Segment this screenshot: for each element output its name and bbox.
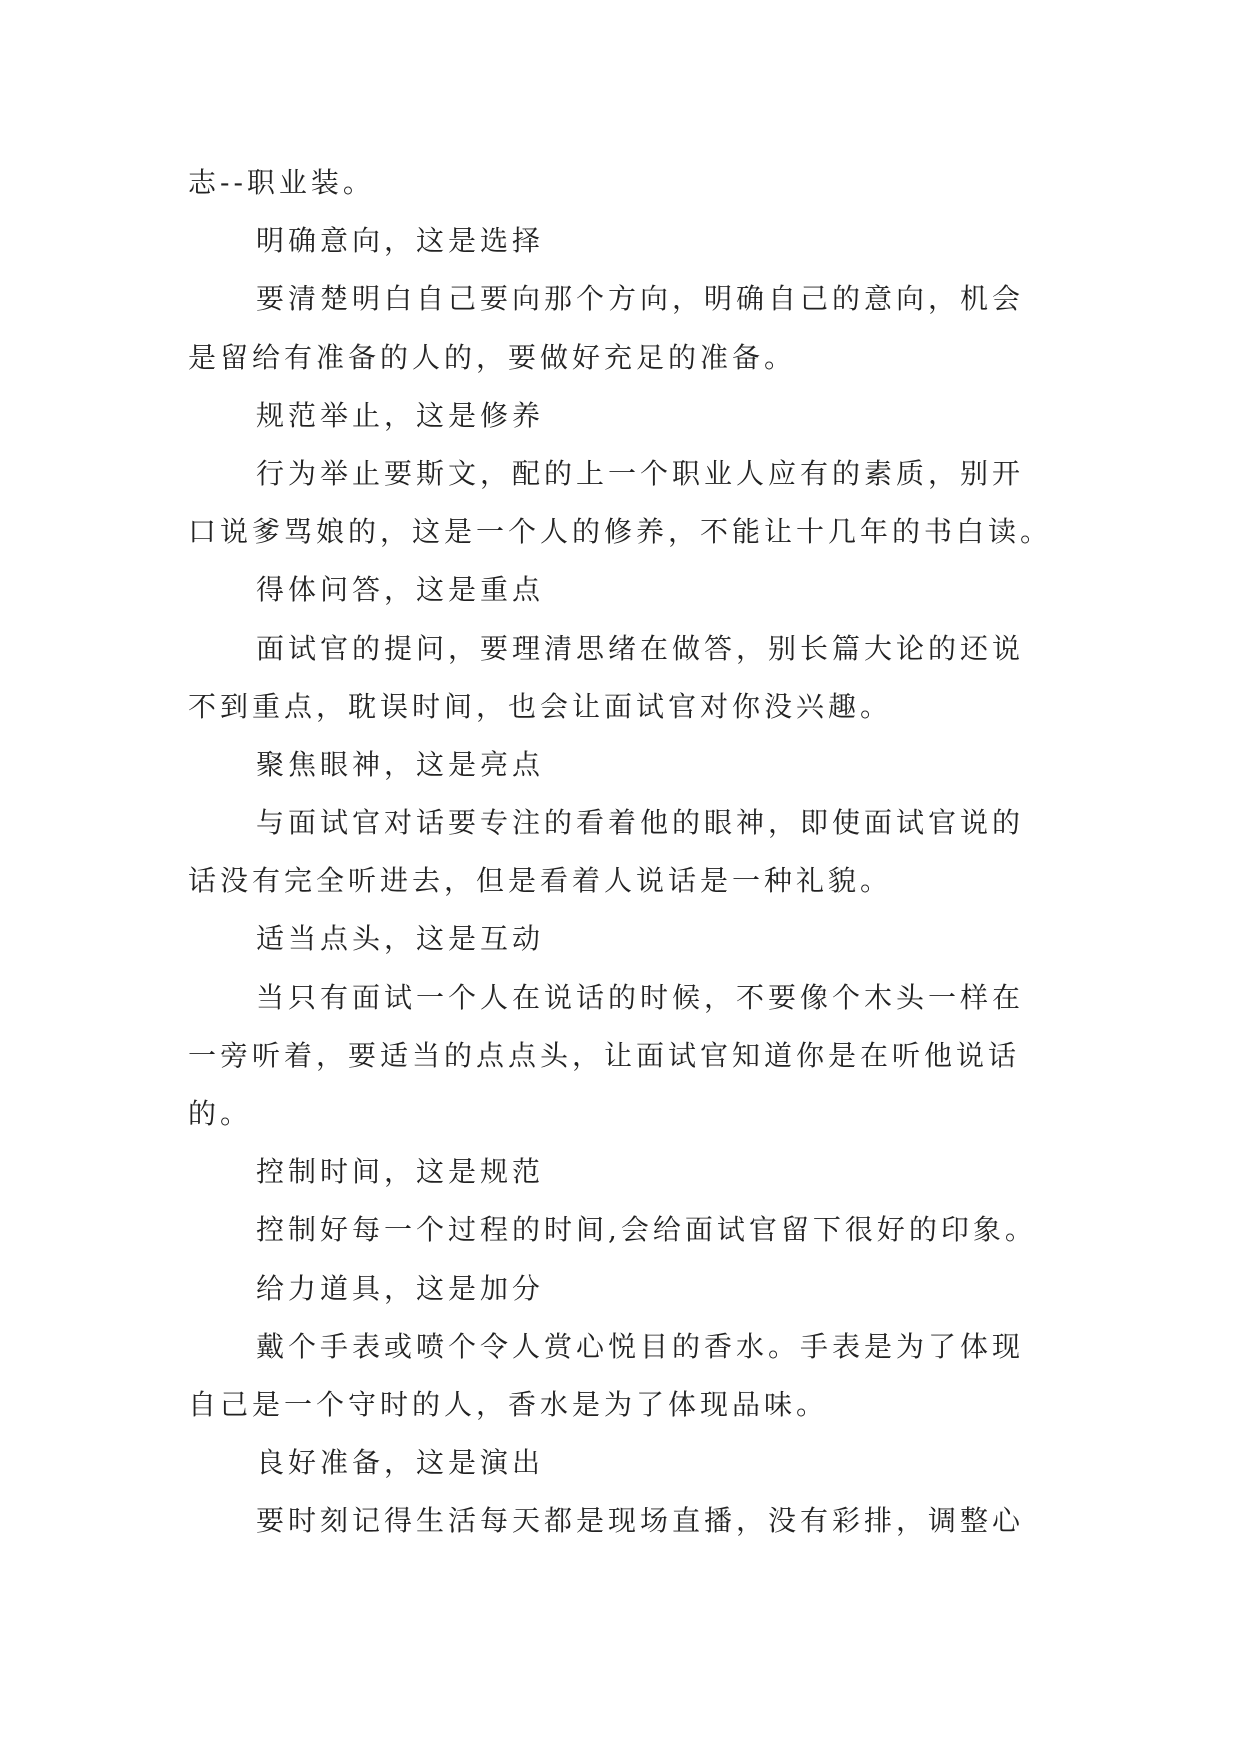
section-heading: 得体问答，这是重点 bbox=[256, 573, 545, 607]
text-line: 戴个手表或喷个令人赏心悦目的香水。手表是为了体现 bbox=[256, 1329, 1025, 1363]
section-heading: 给力道具，这是加分 bbox=[256, 1271, 545, 1305]
section-heading: 聚焦眼神，这是亮点 bbox=[256, 747, 545, 781]
text-line: 自己是一个守时的人，香水是为了体现品味。 bbox=[188, 1387, 829, 1421]
text-line: 一旁听着，要适当的点点头，让面试官知道你是在听他说话 bbox=[188, 1038, 1021, 1072]
text-line: 要清楚明白自己要向那个方向，明确自己的意向，机会 bbox=[256, 282, 1025, 316]
text-line: 志--职业装。 bbox=[188, 166, 375, 199]
text-line: 行为举止要斯文，配的上一个职业人应有的素质，别开 bbox=[256, 456, 1025, 490]
text-line: 当只有面试一个人在说话的时候，不要像个木头一样在 bbox=[256, 980, 1025, 1014]
text-line: 不到重点，耽误时间，也会让面试官对你没兴趣。 bbox=[188, 689, 893, 723]
section-heading: 适当点头，这是互动 bbox=[256, 922, 545, 956]
text-line: 面试官的提问，要理清思绪在做答，别长篇大论的还说 bbox=[256, 631, 1025, 665]
section-heading: 明确意向，这是选择 bbox=[256, 224, 545, 258]
document-body bbox=[188, 154, 1058, 1551]
text-line: 口说爹骂娘的，这是一个人的修养，不能让十几年的书白读。 bbox=[188, 515, 1053, 549]
text-line: 话没有完全听进去，但是看着人说话是一种礼貌。 bbox=[188, 864, 893, 898]
text-line: 是留给有准备的人的，要做好充足的准备。 bbox=[188, 340, 797, 374]
text-line: 控制好每一个过程的时间,会给面试官留下很好的印象。 bbox=[256, 1213, 1037, 1247]
section-heading: 规范举止，这是修养 bbox=[256, 398, 545, 432]
text-line: 的。 bbox=[188, 1097, 253, 1130]
section-heading: 良好准备，这是演出 bbox=[256, 1446, 545, 1480]
section-heading: 控制时间，这是规范 bbox=[256, 1155, 545, 1189]
text-line: 要时刻记得生活每天都是现场直播，没有彩排，调整心 bbox=[256, 1504, 1025, 1538]
text-line: 与面试官对话要专注的看着他的眼神，即使面试官说的 bbox=[256, 806, 1025, 840]
